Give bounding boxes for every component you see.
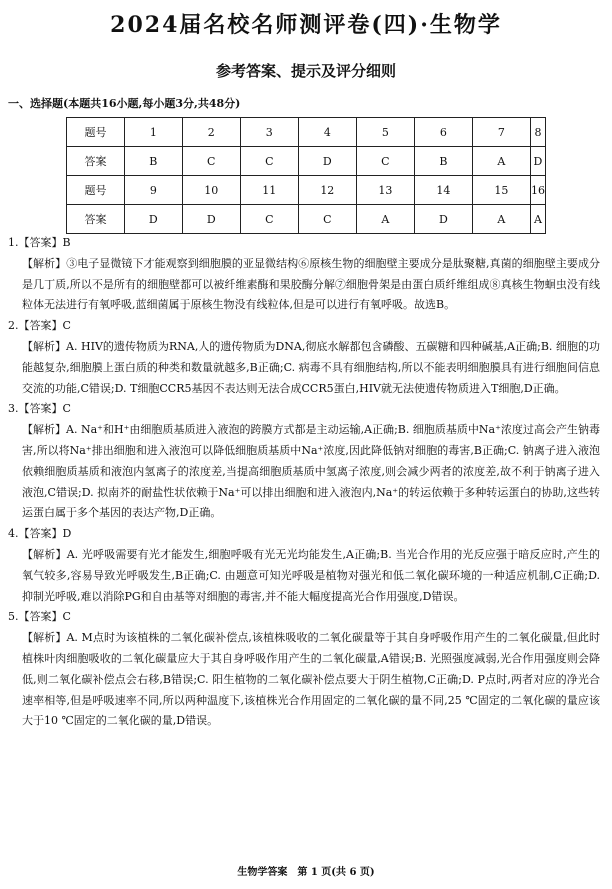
section-heading: 一、选择题(本题共16小题,每小题3分,共48分) — [8, 97, 241, 110]
answer-table-cell: 1 — [124, 118, 182, 147]
explanation-item — [8, 233, 600, 316]
answer-table-cell: 10 — [182, 176, 240, 205]
answer-table-cell: 9 — [124, 176, 182, 205]
answer-line: 1.【答案】B — [8, 236, 71, 249]
answer-table-cell: 16 — [530, 176, 545, 205]
explanation-item — [8, 316, 600, 399]
answer-line: 2.【答案】C — [8, 319, 71, 333]
explanation-list — [8, 233, 600, 732]
answer-table-row — [67, 176, 546, 205]
answer-table-body — [67, 118, 546, 234]
answer-table-cell: D — [124, 205, 182, 234]
answer-table-cell: B — [124, 147, 182, 176]
answer-table-cell: 12 — [298, 176, 356, 205]
answer-table-cell: 8 — [530, 118, 545, 147]
analysis-text: 【解析】A. 光呼吸需要有光才能发生,细胞呼吸有光无光均能发生,A正确;B. 当光合作用的光反应强于暗反应时,产生的氧气较多,容易导致光呼吸发生,B正确;C. 由题意可知光呼吸是植物对强光和低二氧化碳环境的一种适应机制,C正确;D. 抑制光呼吸,难以消除PG和自由基等对细胞的毒害,并不能大幅度提高光合作用强度,D错误。 — [22, 547, 600, 603]
answer-line: 5.【答案】C — [8, 610, 71, 624]
answer-table-row-header: 题号 — [67, 118, 125, 147]
answer-table-cell: C — [356, 147, 414, 176]
answer-table-cell: 5 — [356, 118, 414, 147]
document-subtitle: 参考答案、提示及评分细则 — [215, 62, 396, 80]
answer-table-cell: 13 — [356, 176, 414, 205]
answer-table-cell: C — [182, 147, 240, 176]
answer-table-row — [67, 205, 546, 234]
answer-table — [66, 117, 546, 234]
answer-table-cell: D — [182, 205, 240, 234]
answer-table-cell: A — [472, 147, 530, 176]
answer-table-cell: D — [414, 205, 472, 234]
answer-table-cell: 11 — [240, 176, 298, 205]
answer-line: 4.【答案】D — [8, 527, 72, 541]
answer-table-cell: D — [530, 147, 545, 176]
answer-table-row — [67, 147, 546, 176]
answer-table-cell: 6 — [414, 118, 472, 147]
answer-table-cell: 14 — [414, 176, 472, 205]
analysis-text: 【解析】③电子显微镜下才能观察到细胞膜的亚显微结构⑥原核生物的细胞壁主要成分是肽聚糖,真菌的细胞壁主要成分是几丁质,所以不是所有的细胞壁都可以被纤维素酶和果胶酶分解⑦细胞骨架是由蛋白质纤维组成⑧真核生物蛔虫没有线粒体无法进行有氧呼吸,蓝细菌属于原核生物没有线粒体,但是可以进行有氧呼吸。故选B。 — [22, 256, 600, 312]
answer-table-cell: C — [240, 147, 298, 176]
analysis-text: 【解析】A. Na⁺和H⁺由细胞质基质进入液泡的跨膜方式都是主动运输,A正确;B. 细胞质基质中Na⁺浓度过高会产生钠毒害,所以将Na⁺排出细胞和进入液泡可以降低细胞质基质中Na⁺浓度,因此降低钠对细胞的毒害,B正确;C. 钠离子进入液泡依赖细胞质基质和液泡内氢离子的浓度差,当提高细胞质基质中氢离子浓度,则会减少两者的浓度差,故不利于钠离子进入液泡,C错误;D. 拟南芥的耐盐性状依赖于Na⁺可以排出细胞和进入液泡内,Na⁺的转运依赖于多种转运蛋白的协助,这些转运蛋白属于多个基因的表达产物,D正确。 — [22, 423, 600, 520]
answer-table-cell: D — [298, 147, 356, 176]
answer-table-cell: 2 — [182, 118, 240, 147]
answer-table-cell: A — [472, 205, 530, 234]
answer-table-row-header: 答案 — [67, 147, 125, 176]
answer-table-cell: C — [298, 205, 356, 234]
answer-table-cell: C — [240, 205, 298, 234]
answer-table-cell: 7 — [472, 118, 530, 147]
explanation-item — [8, 524, 600, 607]
answer-table-row — [67, 118, 546, 147]
page-footer: 生物学答案 第 1 页(共 6 页) — [237, 867, 375, 878]
analysis-text: 【解析】A. M点时为该植株的二氧化碳补偿点,该植株吸收的二氧化碳量等于其自身呼吸作用产生的二氧化碳量,但此时植株叶肉细胞吸收的二氧化碳量应大于其自身呼吸作用产生的二氧化碳量,A错误;B. 光照强度减弱,光合作用强度则会降低,则二氧化碳补偿点会右移,B错误;C. 阳生植物的二氧化碳补偿点要大于阴生植物,C正确;D. P点时,两者对应的净光合速率相等,但是呼吸速率不同,所以两种温度下,该植株光合作用固定的二氧化碳的量不同,25 ℃固定的二氧化碳的量应该大于10 ℃固定的二氧化碳的量,D错误。 — [22, 631, 600, 728]
answer-table-cell: B — [414, 147, 472, 176]
analysis-text: 【解析】A. HIV的遗传物质为RNA,人的遗传物质为DNA,彻底水解都包含磷酸、五碳糖和四种碱基,A正确;B. 细胞的功能越复杂,细胞膜上蛋白质的种类和数量就越多,B正确;C. 病毒不具有细胞结构,所以不能表明细胞膜具有进行细胞间信息交流的功能,C错误;D. T细胞CCR5基因不表达则无法合成CCR5蛋白,HIV就无法使遗传物质进入T细胞,D正确。 — [22, 339, 600, 395]
answer-table-cell: A — [356, 205, 414, 234]
answer-table-cell: 15 — [472, 176, 530, 205]
explanation-item — [8, 399, 600, 524]
answer-table-row-header: 答案 — [67, 205, 125, 234]
answer-table-cell: 4 — [298, 118, 356, 147]
document-title: 2024届名校名师测评卷(四)·生物学 — [110, 12, 502, 38]
answer-table-row-header: 题号 — [67, 176, 125, 205]
explanation-item — [8, 607, 600, 732]
answer-table-cell: 3 — [240, 118, 298, 147]
answer-table-cell: A — [530, 205, 545, 234]
answer-line: 3.【答案】C — [8, 402, 71, 416]
